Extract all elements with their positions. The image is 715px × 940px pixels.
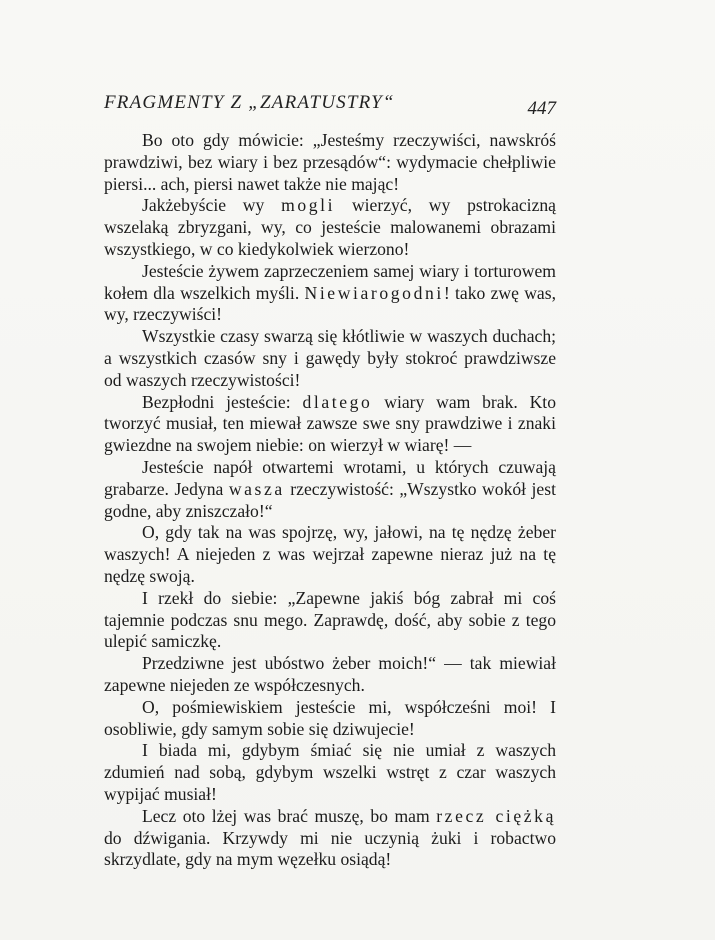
paragraph: O, gdy tak na was spojrzę, wy, jałowi, na tę nędzę żeber waszych! A niejeden z was wejrzał zapewne nieraz już na tę nędzę swoją. bbox=[104, 522, 556, 586]
paragraph: Jesteście napół otwartemi wrotami, u których czuwają grabarze. Jedyna wasza rzeczywistość: „Wszystko wokół jest godne, aby zniszczało!“ bbox=[104, 456, 556, 521]
page-title: FRAGMENTY Z „ZARATUSTRY“ bbox=[104, 92, 395, 113]
paragraph: Bo oto gdy mówicie: „Jesteśmy rzeczywiści, nawskróś prawdziwi, bez wiary i bez przesądów“: wydymacie chełpliwie piersi... ach, piersi nawet także nie mając! bbox=[104, 130, 556, 194]
paragraph: I biada mi, gdybym śmiać się nie umiał z waszych zdumień nad sobą, gdybym wszelki wstręt z czar waszych wypijać musiał! bbox=[104, 740, 556, 804]
paragraph: O, pośmiewiskiem jesteście mi, współcześni moi! I osobliwie, gdy samym sobie się dziwujecie! bbox=[104, 696, 556, 739]
emphasized-word: dlatego bbox=[302, 391, 373, 412]
page-number: 447 bbox=[527, 98, 556, 119]
paragraph: Lecz oto lżej was brać muszę, bo mam rzecz ciężką do dźwigania. Krzywdy mi nie uczynią żuki i robactwo skrzydlate, gdy na mym węzełku osiądą! bbox=[104, 805, 556, 870]
body-text bbox=[104, 130, 556, 871]
paragraph: Bezpłodni jesteście: dlatego wiary wam brak. Kto tworzyć musiał, ten miewał zawsze swe sny prawdziwe i znaki gwiezdne na swojem niebie: on wierzył w wiarę! — bbox=[104, 391, 556, 456]
running-head bbox=[104, 92, 558, 122]
paragraph: I rzekł do siebie: „Zapewne jakiś bóg zabrał mi coś tajemnie podczas snu mego. Zaprawdę, dość, aby sobie z tego ulepić samiczkę. bbox=[104, 587, 556, 652]
emphasized-word: mogli bbox=[281, 195, 336, 216]
emphasized-word: wasza bbox=[228, 478, 285, 499]
emphasized-word: rzecz ciężką bbox=[436, 805, 556, 826]
emphasized-word: Niewiarogodni bbox=[304, 282, 444, 303]
paragraph: Jesteście żywem zaprzeczeniem samej wiary i torturowem kołem dla wszelkich myśli. Niewiarogodni! tako zwę was, wy, rzeczywiści! bbox=[104, 260, 556, 325]
paragraph: Wszystkie czasy swarzą się kłótliwie w waszych duchach; a wszystkich czasów sny i gawędy były stokroć prawdziwsze od waszych rzeczywistości! bbox=[104, 326, 556, 390]
paragraph: Jakżebyście wy mogli wierzyć, wy pstrokacizną wszelaką zbryzgani, wy, co jesteście malowanemi obrazami wszystkiego, w co kiedykolwiek wierzono! bbox=[104, 195, 556, 259]
paragraph: Przedziwne jest ubóstwo żeber moich!“ — tak miewiał zapewne niejeden ze współczesnych. bbox=[104, 653, 556, 695]
